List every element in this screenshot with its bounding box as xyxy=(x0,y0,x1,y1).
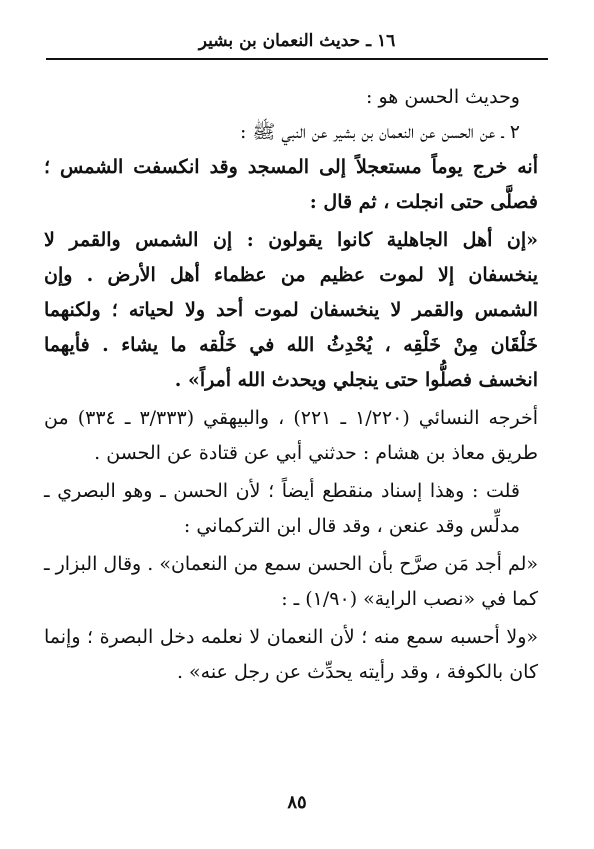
quote-paragraph-2: «ولا أحسبه سمع منه ؛ لأن النعمان لا نعلمه دخل البصرة ؛ وإنما كان بالكوفة ، وقد رأيته يحدِّث عن رجل عنه» . xyxy=(44,626,538,683)
hadith-text-paragraph: «إن أهل الجاهلية كانوا يقولون : إن الشمس والقمر لا ينخسفان إلا لموت عظيم من عظماء أهل الأرض . وإن الشمس والقمر لا ينخسفان لموت أحد ولا لحياته ؛ ولكنهما خَلْقَان مِنْ خَلْقِه ، يُحْدِثُ الله في خَلْقه ما يشاء . فأيهما انخسف فصلُّوا حتى ينجلي ويحدث الله أمراً» . xyxy=(44,229,538,391)
running-header: ١٦ ـ حديث النعمان بن بشير xyxy=(198,31,396,51)
header-divider xyxy=(46,58,548,60)
narration-paragraph: أنه خرج يوماً مستعجلاً إلى المسجد وقد انكسفت الشمس ؛ فصلَّى حتى انجلت ، ثم قال : xyxy=(44,156,538,213)
comment-paragraph: قلت : وهذا إسناد منقطع أيضاً ؛ لأن الحسن ـ وهو البصري ـ مدلِّس وقد عنعن ، وقد قال ابن التركماني : xyxy=(44,480,520,537)
hadith-heading: ٢ ـ عن الحسن عن النعمان بن بشير عن النبي ﷺ : xyxy=(239,121,520,143)
page-number: ٨٥ xyxy=(287,792,307,813)
takhrij-paragraph: أخرجه النسائي (١/٢٢٠ ـ ٢٢١) ، والبيهقي (٣/٣٣٣ ـ ٣٣٤) من طريق معاذ بن هشام : حدثني أبي عن قتادة عن الحسن . xyxy=(44,407,538,464)
page-body xyxy=(44,80,538,690)
quote-paragraph-1: «لم أجد مَن صرَّح بأن الحسن سمع من النعمان» . وقال البزار ـ كما في «نصب الراية» (١/٩٠) ـ : xyxy=(44,553,538,610)
intro-line: وحديث الحسن هو : xyxy=(366,86,520,108)
